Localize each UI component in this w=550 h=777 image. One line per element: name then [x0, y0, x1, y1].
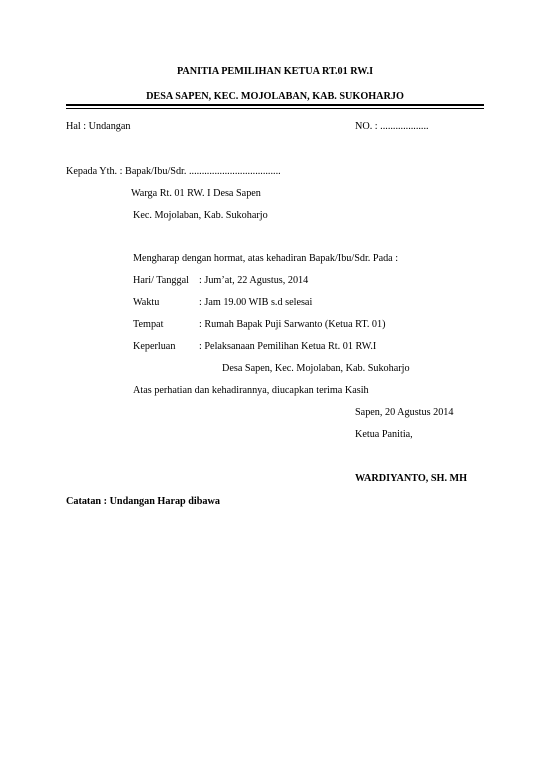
note-line: Catatan : Undangan Harap dibawa: [66, 496, 220, 507]
recipient-warga: Warga Rt. 01 RW. I Desa Sapen: [131, 188, 261, 199]
detail-value-time: : Jam 19.00 WIB s.d selesai: [199, 297, 313, 308]
opening-paragraph: Mengharap dengan hormat, atas kehadiran Bapak/Ibu/Sdr. Pada :: [133, 253, 399, 264]
detail-label-time: Waktu: [133, 297, 160, 308]
signature-role: Ketua Panitia,: [355, 429, 413, 440]
header-committee-title: PANITIA PEMILIHAN KETUA RT.01 RW.I: [176, 66, 374, 77]
detail-label-date: Hari/ Tanggal: [133, 275, 189, 286]
header-rule-thick: [66, 104, 484, 106]
recipient-line: Kepada Yth. : Bapak/Ibu/Sdr. ....................................: [66, 166, 281, 177]
header-rule-thin: [66, 108, 484, 109]
detail-value-place: : Rumah Bapak Puji Sarwanto (Ketua RT. 01): [199, 319, 386, 330]
detail-value-purpose: : Pelaksanaan Pemilihan Ketua Rt. 01 RW.I: [199, 341, 377, 352]
subject-line: Hal : Undangan: [66, 121, 131, 132]
closing-paragraph: Atas perhatian dan kehadirannya, diucapkan terima Kasih: [133, 385, 369, 396]
detail-label-purpose: Keperluan: [133, 341, 176, 352]
recipient-kecamatan: Kec. Mojolaban, Kab. Sukoharjo: [133, 210, 268, 221]
letter-number: NO. : ...................: [355, 121, 429, 132]
signature-name: WARDIYANTO, SH. MH: [355, 473, 468, 484]
detail-value-purpose-cont: Desa Sapen, Kec. Mojolaban, Kab. Sukoharjo: [222, 363, 410, 374]
header-address: DESA SAPEN, KEC. MOJOLABAN, KAB. SUKOHARJO: [146, 91, 404, 102]
detail-value-date: : Jum’at, 22 Agustus, 2014: [199, 275, 309, 286]
detail-label-place: Tempat: [133, 319, 164, 330]
signature-place-date: Sapen, 20 Agustus 2014: [355, 407, 454, 418]
